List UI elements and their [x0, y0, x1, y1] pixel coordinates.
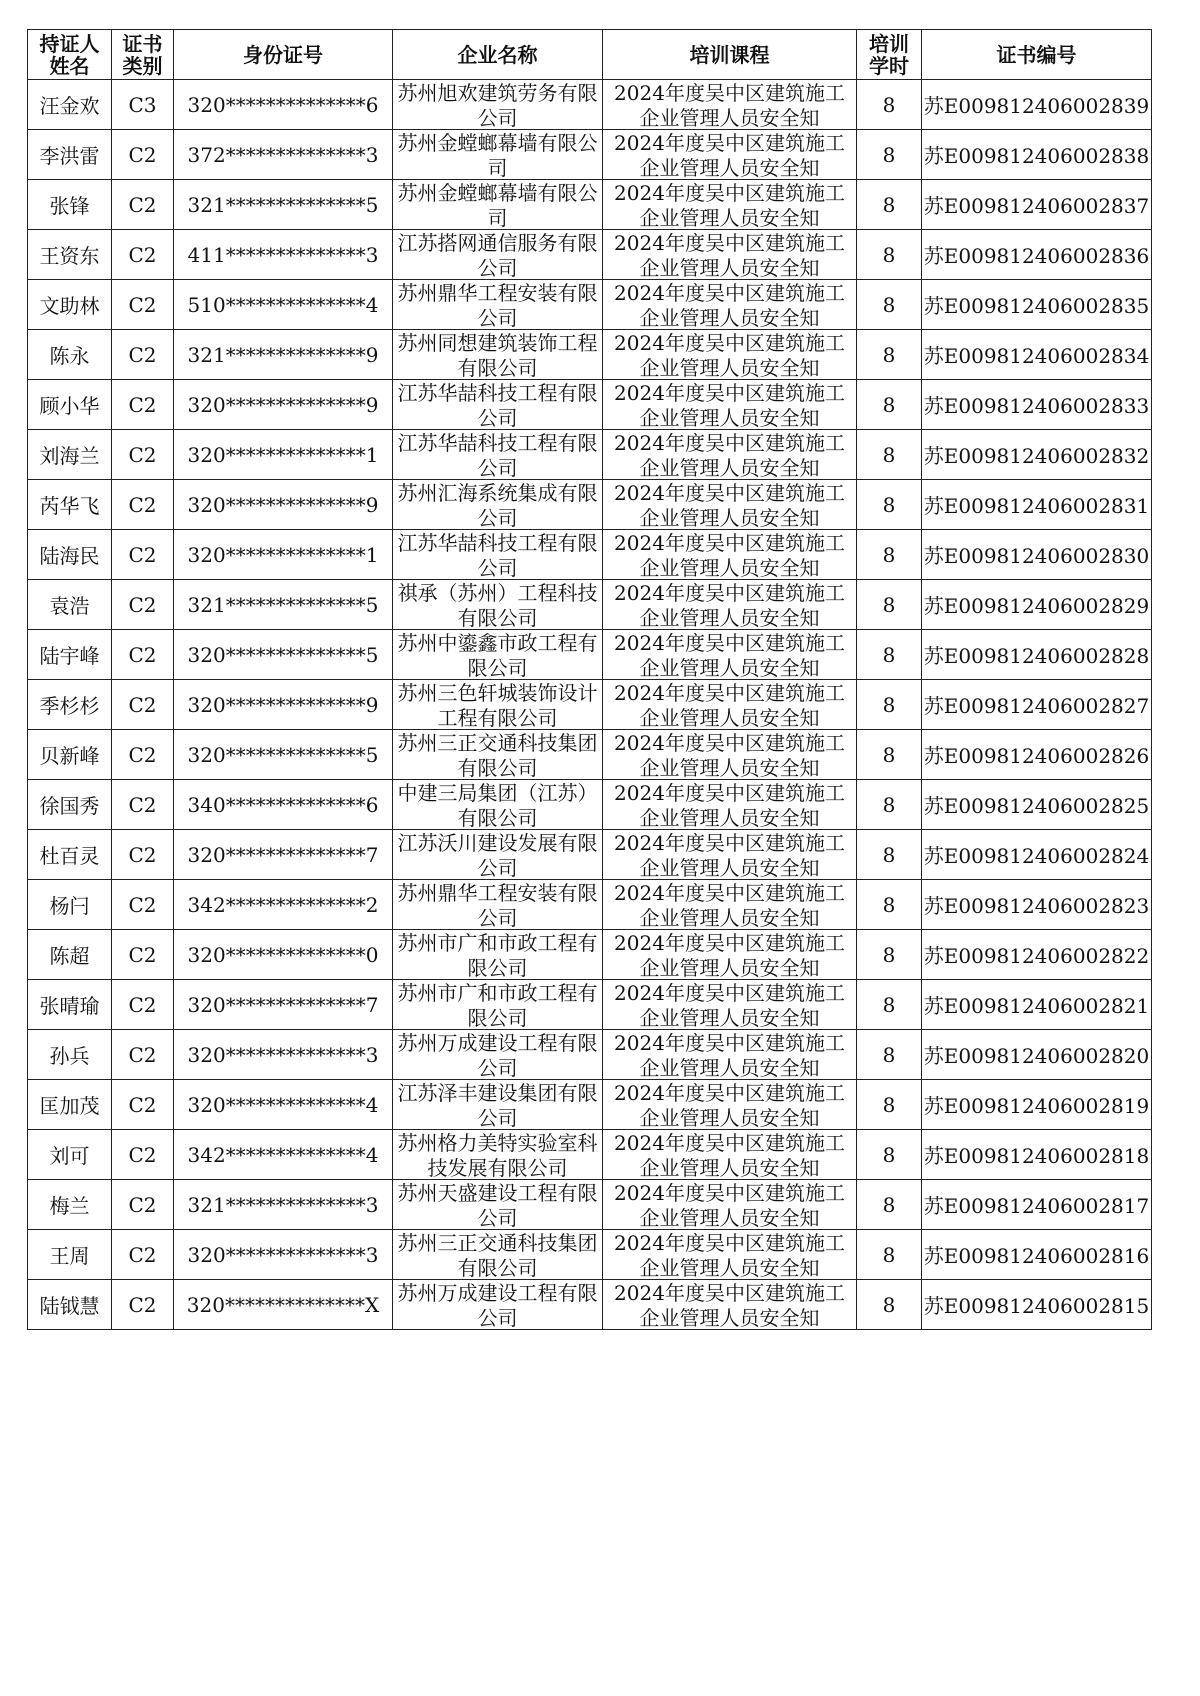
table-body	[28, 80, 1152, 1330]
table-row	[28, 480, 1152, 530]
holder-name-cell: 王周	[28, 1230, 112, 1280]
course-cell	[603, 1030, 857, 1080]
holder-name-cell: 贝新峰	[28, 730, 112, 780]
company-text: 江苏华喆科技工程有限公司	[397, 431, 598, 478]
course-text: 2024年度吴中区建筑施工企业管理人员安全知	[614, 381, 845, 428]
company-text: 苏州天盛建设工程有限公司	[397, 1181, 598, 1228]
holder-name-cell: 文助林	[28, 280, 112, 330]
course-cell	[603, 280, 857, 330]
table-row	[28, 130, 1152, 180]
cert-type-cell: C2	[112, 930, 174, 980]
company-cell	[393, 630, 603, 680]
cert-number-cell: 苏E009812406002828	[922, 630, 1152, 680]
holder-name-cell: 孙兵	[28, 1030, 112, 1080]
company-cell	[393, 280, 603, 330]
course-text: 2024年度吴中区建筑施工企业管理人员安全知	[614, 1231, 845, 1278]
cert-number-cell: 苏E009812406002827	[922, 680, 1152, 730]
cert-type-cell: C2	[112, 680, 174, 730]
company-cell	[393, 80, 603, 130]
header-course: 培训课程	[603, 30, 857, 80]
course-cell	[603, 130, 857, 180]
company-cell	[393, 1230, 603, 1280]
company-text: 苏州金螳螂幕墙有限公司	[397, 181, 598, 228]
header-id-number: 身份证号	[174, 30, 393, 80]
course-text: 2024年度吴中区建筑施工企业管理人员安全知	[614, 831, 845, 878]
course-cell	[603, 180, 857, 230]
holder-name-cell: 陆钺慧	[28, 1280, 112, 1330]
hours-cell: 8	[857, 1230, 922, 1280]
table-row	[28, 180, 1152, 230]
cert-number-cell: 苏E009812406002815	[922, 1280, 1152, 1330]
id-number-cell: 342**************4	[174, 1130, 393, 1180]
cert-type-cell: C3	[112, 80, 174, 130]
holder-name-cell: 陆宇峰	[28, 630, 112, 680]
cert-number-cell: 苏E009812406002820	[922, 1030, 1152, 1080]
holder-name-cell: 梅兰	[28, 1180, 112, 1230]
table-row	[28, 880, 1152, 930]
hours-cell: 8	[857, 730, 922, 780]
company-cell	[393, 1030, 603, 1080]
course-cell	[603, 730, 857, 780]
course-text: 2024年度吴中区建筑施工企业管理人员安全知	[614, 1181, 845, 1228]
company-text: 江苏搭网通信服务有限公司	[397, 231, 598, 278]
header-hours-line1: 培训	[869, 31, 909, 56]
cert-type-cell: C2	[112, 880, 174, 930]
company-cell	[393, 430, 603, 480]
company-text: 江苏沃川建设发展有限公司	[397, 831, 598, 878]
id-number-cell: 321**************5	[174, 180, 393, 230]
cert-type-cell: C2	[112, 380, 174, 430]
hours-cell: 8	[857, 1030, 922, 1080]
course-cell	[603, 1080, 857, 1130]
table-row	[28, 330, 1152, 380]
cert-number-cell: 苏E009812406002833	[922, 380, 1152, 430]
company-cell	[393, 530, 603, 580]
course-text: 2024年度吴中区建筑施工企业管理人员安全知	[614, 131, 845, 178]
header-holder-name-line2: 姓名	[49, 53, 90, 78]
cert-type-cell: C2	[112, 1130, 174, 1180]
course-cell	[603, 680, 857, 730]
hours-cell: 8	[857, 830, 922, 880]
company-cell	[393, 580, 603, 630]
company-text: 苏州格力美特实验室科技发展有限公司	[397, 1131, 598, 1178]
certificate-table	[27, 29, 1152, 1330]
company-cell	[393, 880, 603, 930]
table-row	[28, 780, 1152, 830]
id-number-cell: 321**************5	[174, 580, 393, 630]
company-cell	[393, 930, 603, 980]
hours-cell: 8	[857, 680, 922, 730]
hours-cell: 8	[857, 330, 922, 380]
id-number-cell: 320**************6	[174, 80, 393, 130]
course-text: 2024年度吴中区建筑施工企业管理人员安全知	[614, 681, 845, 728]
holder-name-cell: 季杉杉	[28, 680, 112, 730]
id-number-cell: 372**************3	[174, 130, 393, 180]
header-row	[28, 30, 1152, 80]
hours-cell: 8	[857, 80, 922, 130]
id-number-cell: 321**************3	[174, 1180, 393, 1230]
course-text: 2024年度吴中区建筑施工企业管理人员安全知	[614, 1131, 845, 1178]
company-cell	[393, 330, 603, 380]
company-text: 苏州旭欢建筑劳务有限公司	[397, 81, 598, 128]
table-row	[28, 230, 1152, 280]
course-text: 2024年度吴中区建筑施工企业管理人员安全知	[614, 631, 845, 678]
cert-type-cell: C2	[112, 1230, 174, 1280]
hours-cell: 8	[857, 580, 922, 630]
id-number-cell: 320**************7	[174, 830, 393, 880]
id-number-cell: 320**************5	[174, 730, 393, 780]
id-number-cell: 320**************X	[174, 1280, 393, 1330]
table-row	[28, 680, 1152, 730]
company-text: 祺承（苏州）工程科技有限公司	[397, 581, 598, 628]
course-text: 2024年度吴中区建筑施工企业管理人员安全知	[614, 481, 845, 528]
course-cell	[603, 930, 857, 980]
company-cell	[393, 480, 603, 530]
holder-name-cell: 袁浩	[28, 580, 112, 630]
header-cert-number: 证书编号	[922, 30, 1152, 80]
hours-cell: 8	[857, 230, 922, 280]
cert-number-cell: 苏E009812406002823	[922, 880, 1152, 930]
hours-cell: 8	[857, 530, 922, 580]
table-row	[28, 980, 1152, 1030]
course-cell	[603, 780, 857, 830]
cert-type-cell: C2	[112, 730, 174, 780]
header-hours-line2: 学时	[869, 53, 909, 78]
id-number-cell: 320**************1	[174, 530, 393, 580]
hours-cell: 8	[857, 930, 922, 980]
hours-cell: 8	[857, 180, 922, 230]
course-text: 2024年度吴中区建筑施工企业管理人员安全知	[614, 981, 845, 1028]
course-text: 2024年度吴中区建筑施工企业管理人员安全知	[614, 281, 845, 328]
id-number-cell: 320**************9	[174, 380, 393, 430]
table-row	[28, 1180, 1152, 1230]
cert-type-cell: C2	[112, 180, 174, 230]
id-number-cell: 411**************3	[174, 230, 393, 280]
course-cell	[603, 330, 857, 380]
hours-cell: 8	[857, 1080, 922, 1130]
cert-number-cell: 苏E009812406002838	[922, 130, 1152, 180]
table-row	[28, 1080, 1152, 1130]
table-row	[28, 1280, 1152, 1330]
holder-name-cell: 李洪雷	[28, 130, 112, 180]
table-row	[28, 580, 1152, 630]
course-text: 2024年度吴中区建筑施工企业管理人员安全知	[614, 581, 845, 628]
table-row	[28, 530, 1152, 580]
cert-number-cell: 苏E009812406002834	[922, 330, 1152, 380]
holder-name-cell: 匡加茂	[28, 1080, 112, 1130]
hours-cell: 8	[857, 130, 922, 180]
company-cell	[393, 1280, 603, 1330]
id-number-cell: 320**************4	[174, 1080, 393, 1130]
company-text: 苏州三色轩城装饰设计工程有限公司	[397, 681, 598, 728]
course-text: 2024年度吴中区建筑施工企业管理人员安全知	[614, 431, 845, 478]
cert-number-cell: 苏E009812406002837	[922, 180, 1152, 230]
header-holder-name-line1: 持证人	[39, 31, 100, 56]
course-cell	[603, 1230, 857, 1280]
course-text: 2024年度吴中区建筑施工企业管理人员安全知	[614, 881, 845, 928]
holder-name-cell: 陈永	[28, 330, 112, 380]
holder-name-cell: 顾小华	[28, 380, 112, 430]
header-hours	[857, 30, 922, 80]
cert-type-cell: C2	[112, 1280, 174, 1330]
holder-name-cell: 杨闩	[28, 880, 112, 930]
cert-number-cell: 苏E009812406002829	[922, 580, 1152, 630]
company-text: 苏州鼎华工程安装有限公司	[397, 281, 598, 328]
course-cell	[603, 880, 857, 930]
id-number-cell: 320**************1	[174, 430, 393, 480]
table-row	[28, 630, 1152, 680]
cert-number-cell: 苏E009812406002826	[922, 730, 1152, 780]
header-cert-type-line1: 证书	[122, 31, 163, 56]
company-text: 江苏泽丰建设集团有限公司	[397, 1081, 598, 1128]
cert-number-cell: 苏E009812406002821	[922, 980, 1152, 1030]
holder-name-cell: 陈超	[28, 930, 112, 980]
hours-cell: 8	[857, 980, 922, 1030]
table-row	[28, 80, 1152, 130]
cert-number-cell: 苏E009812406002824	[922, 830, 1152, 880]
cert-type-cell: C2	[112, 780, 174, 830]
company-text: 苏州三正交通科技集团有限公司	[397, 1231, 598, 1278]
hours-cell: 8	[857, 630, 922, 680]
cert-number-cell: 苏E009812406002816	[922, 1230, 1152, 1280]
holder-name-cell: 汪金欢	[28, 80, 112, 130]
company-text: 苏州市广和市政工程有限公司	[397, 931, 598, 978]
course-text: 2024年度吴中区建筑施工企业管理人员安全知	[614, 1031, 845, 1078]
table-row	[28, 430, 1152, 480]
cert-type-cell: C2	[112, 480, 174, 530]
company-text: 苏州三正交通科技集团有限公司	[397, 731, 598, 778]
company-cell	[393, 980, 603, 1030]
company-cell	[393, 1130, 603, 1180]
course-cell	[603, 580, 857, 630]
cert-type-cell: C2	[112, 1080, 174, 1130]
company-text: 苏州万成建设工程有限公司	[397, 1281, 598, 1328]
company-text: 苏州市广和市政工程有限公司	[397, 981, 598, 1028]
course-cell	[603, 230, 857, 280]
hours-cell: 8	[857, 780, 922, 830]
course-text: 2024年度吴中区建筑施工企业管理人员安全知	[614, 531, 845, 578]
company-cell	[393, 130, 603, 180]
id-number-cell: 340**************6	[174, 780, 393, 830]
hours-cell: 8	[857, 1130, 922, 1180]
company-text: 苏州同想建筑装饰工程有限公司	[397, 331, 598, 378]
hours-cell: 8	[857, 880, 922, 930]
cert-number-cell: 苏E009812406002832	[922, 430, 1152, 480]
cert-type-cell: C2	[112, 230, 174, 280]
course-cell	[603, 1280, 857, 1330]
id-number-cell: 320**************9	[174, 480, 393, 530]
course-cell	[603, 1180, 857, 1230]
holder-name-cell: 张晴瑜	[28, 980, 112, 1030]
course-cell	[603, 830, 857, 880]
hours-cell: 8	[857, 1280, 922, 1330]
company-text: 苏州中鎏鑫市政工程有限公司	[397, 631, 598, 678]
id-number-cell: 320**************5	[174, 630, 393, 680]
cert-number-cell: 苏E009812406002831	[922, 480, 1152, 530]
holder-name-cell: 陆海民	[28, 530, 112, 580]
company-cell	[393, 230, 603, 280]
company-text: 苏州万成建设工程有限公司	[397, 1031, 598, 1078]
cert-number-cell: 苏E009812406002819	[922, 1080, 1152, 1130]
hours-cell: 8	[857, 280, 922, 330]
course-cell	[603, 630, 857, 680]
hours-cell: 8	[857, 430, 922, 480]
company-text: 江苏华喆科技工程有限公司	[397, 381, 598, 428]
cert-type-cell: C2	[112, 580, 174, 630]
table-row	[28, 380, 1152, 430]
course-cell	[603, 980, 857, 1030]
holder-name-cell: 徐国秀	[28, 780, 112, 830]
company-cell	[393, 780, 603, 830]
company-text: 中建三局集团（江苏）有限公司	[397, 781, 598, 828]
holder-name-cell: 芮华飞	[28, 480, 112, 530]
cert-type-cell: C2	[112, 630, 174, 680]
cert-type-cell: C2	[112, 530, 174, 580]
course-cell	[603, 380, 857, 430]
course-text: 2024年度吴中区建筑施工企业管理人员安全知	[614, 331, 845, 378]
holder-name-cell: 张锋	[28, 180, 112, 230]
company-text: 江苏华喆科技工程有限公司	[397, 531, 598, 578]
cert-number-cell: 苏E009812406002817	[922, 1180, 1152, 1230]
cert-number-cell: 苏E009812406002839	[922, 80, 1152, 130]
course-cell	[603, 80, 857, 130]
cert-type-cell: C2	[112, 1030, 174, 1080]
id-number-cell: 342**************2	[174, 880, 393, 930]
cert-type-cell: C2	[112, 430, 174, 480]
course-text: 2024年度吴中区建筑施工企业管理人员安全知	[614, 81, 845, 128]
hours-cell: 8	[857, 380, 922, 430]
company-cell	[393, 830, 603, 880]
company-cell	[393, 730, 603, 780]
id-number-cell: 320**************3	[174, 1230, 393, 1280]
cert-number-cell: 苏E009812406002818	[922, 1130, 1152, 1180]
cert-type-cell: C2	[112, 980, 174, 1030]
cert-type-cell: C2	[112, 280, 174, 330]
table-row	[28, 1230, 1152, 1280]
company-cell	[393, 1180, 603, 1230]
company-text: 苏州金螳螂幕墙有限公司	[397, 131, 598, 178]
course-cell	[603, 480, 857, 530]
cert-number-cell: 苏E009812406002825	[922, 780, 1152, 830]
cert-type-cell: C2	[112, 330, 174, 380]
id-number-cell: 320**************7	[174, 980, 393, 1030]
table-row	[28, 280, 1152, 330]
course-cell	[603, 430, 857, 480]
table-row	[28, 830, 1152, 880]
company-text: 苏州鼎华工程安装有限公司	[397, 881, 598, 928]
company-cell	[393, 180, 603, 230]
table-row	[28, 1030, 1152, 1080]
course-text: 2024年度吴中区建筑施工企业管理人员安全知	[614, 1281, 845, 1328]
cert-number-cell: 苏E009812406002835	[922, 280, 1152, 330]
holder-name-cell: 杜百灵	[28, 830, 112, 880]
table-row	[28, 930, 1152, 980]
table-row	[28, 730, 1152, 780]
header-company: 企业名称	[393, 30, 603, 80]
holder-name-cell: 刘海兰	[28, 430, 112, 480]
course-text: 2024年度吴中区建筑施工企业管理人员安全知	[614, 181, 845, 228]
table-row	[28, 1130, 1152, 1180]
company-text: 苏州汇海系统集成有限公司	[397, 481, 598, 528]
cert-type-cell: C2	[112, 1180, 174, 1230]
cert-number-cell: 苏E009812406002836	[922, 230, 1152, 280]
id-number-cell: 320**************0	[174, 930, 393, 980]
hours-cell: 8	[857, 1180, 922, 1230]
hours-cell: 8	[857, 480, 922, 530]
header-holder-name	[28, 30, 112, 80]
course-cell	[603, 1130, 857, 1180]
id-number-cell: 510**************4	[174, 280, 393, 330]
id-number-cell: 321**************9	[174, 330, 393, 380]
course-text: 2024年度吴中区建筑施工企业管理人员安全知	[614, 731, 845, 778]
course-cell	[603, 530, 857, 580]
holder-name-cell: 王资东	[28, 230, 112, 280]
course-text: 2024年度吴中区建筑施工企业管理人员安全知	[614, 781, 845, 828]
cert-number-cell: 苏E009812406002830	[922, 530, 1152, 580]
id-number-cell: 320**************3	[174, 1030, 393, 1080]
header-cert-type-line2: 类别	[122, 53, 163, 78]
company-cell	[393, 380, 603, 430]
cert-number-cell: 苏E009812406002822	[922, 930, 1152, 980]
cert-type-cell: C2	[112, 830, 174, 880]
header-cert-type	[112, 30, 174, 80]
cert-type-cell: C2	[112, 130, 174, 180]
course-text: 2024年度吴中区建筑施工企业管理人员安全知	[614, 1081, 845, 1128]
holder-name-cell: 刘可	[28, 1130, 112, 1180]
course-text: 2024年度吴中区建筑施工企业管理人员安全知	[614, 231, 845, 278]
company-cell	[393, 680, 603, 730]
course-text: 2024年度吴中区建筑施工企业管理人员安全知	[614, 931, 845, 978]
id-number-cell: 320**************9	[174, 680, 393, 730]
company-cell	[393, 1080, 603, 1130]
